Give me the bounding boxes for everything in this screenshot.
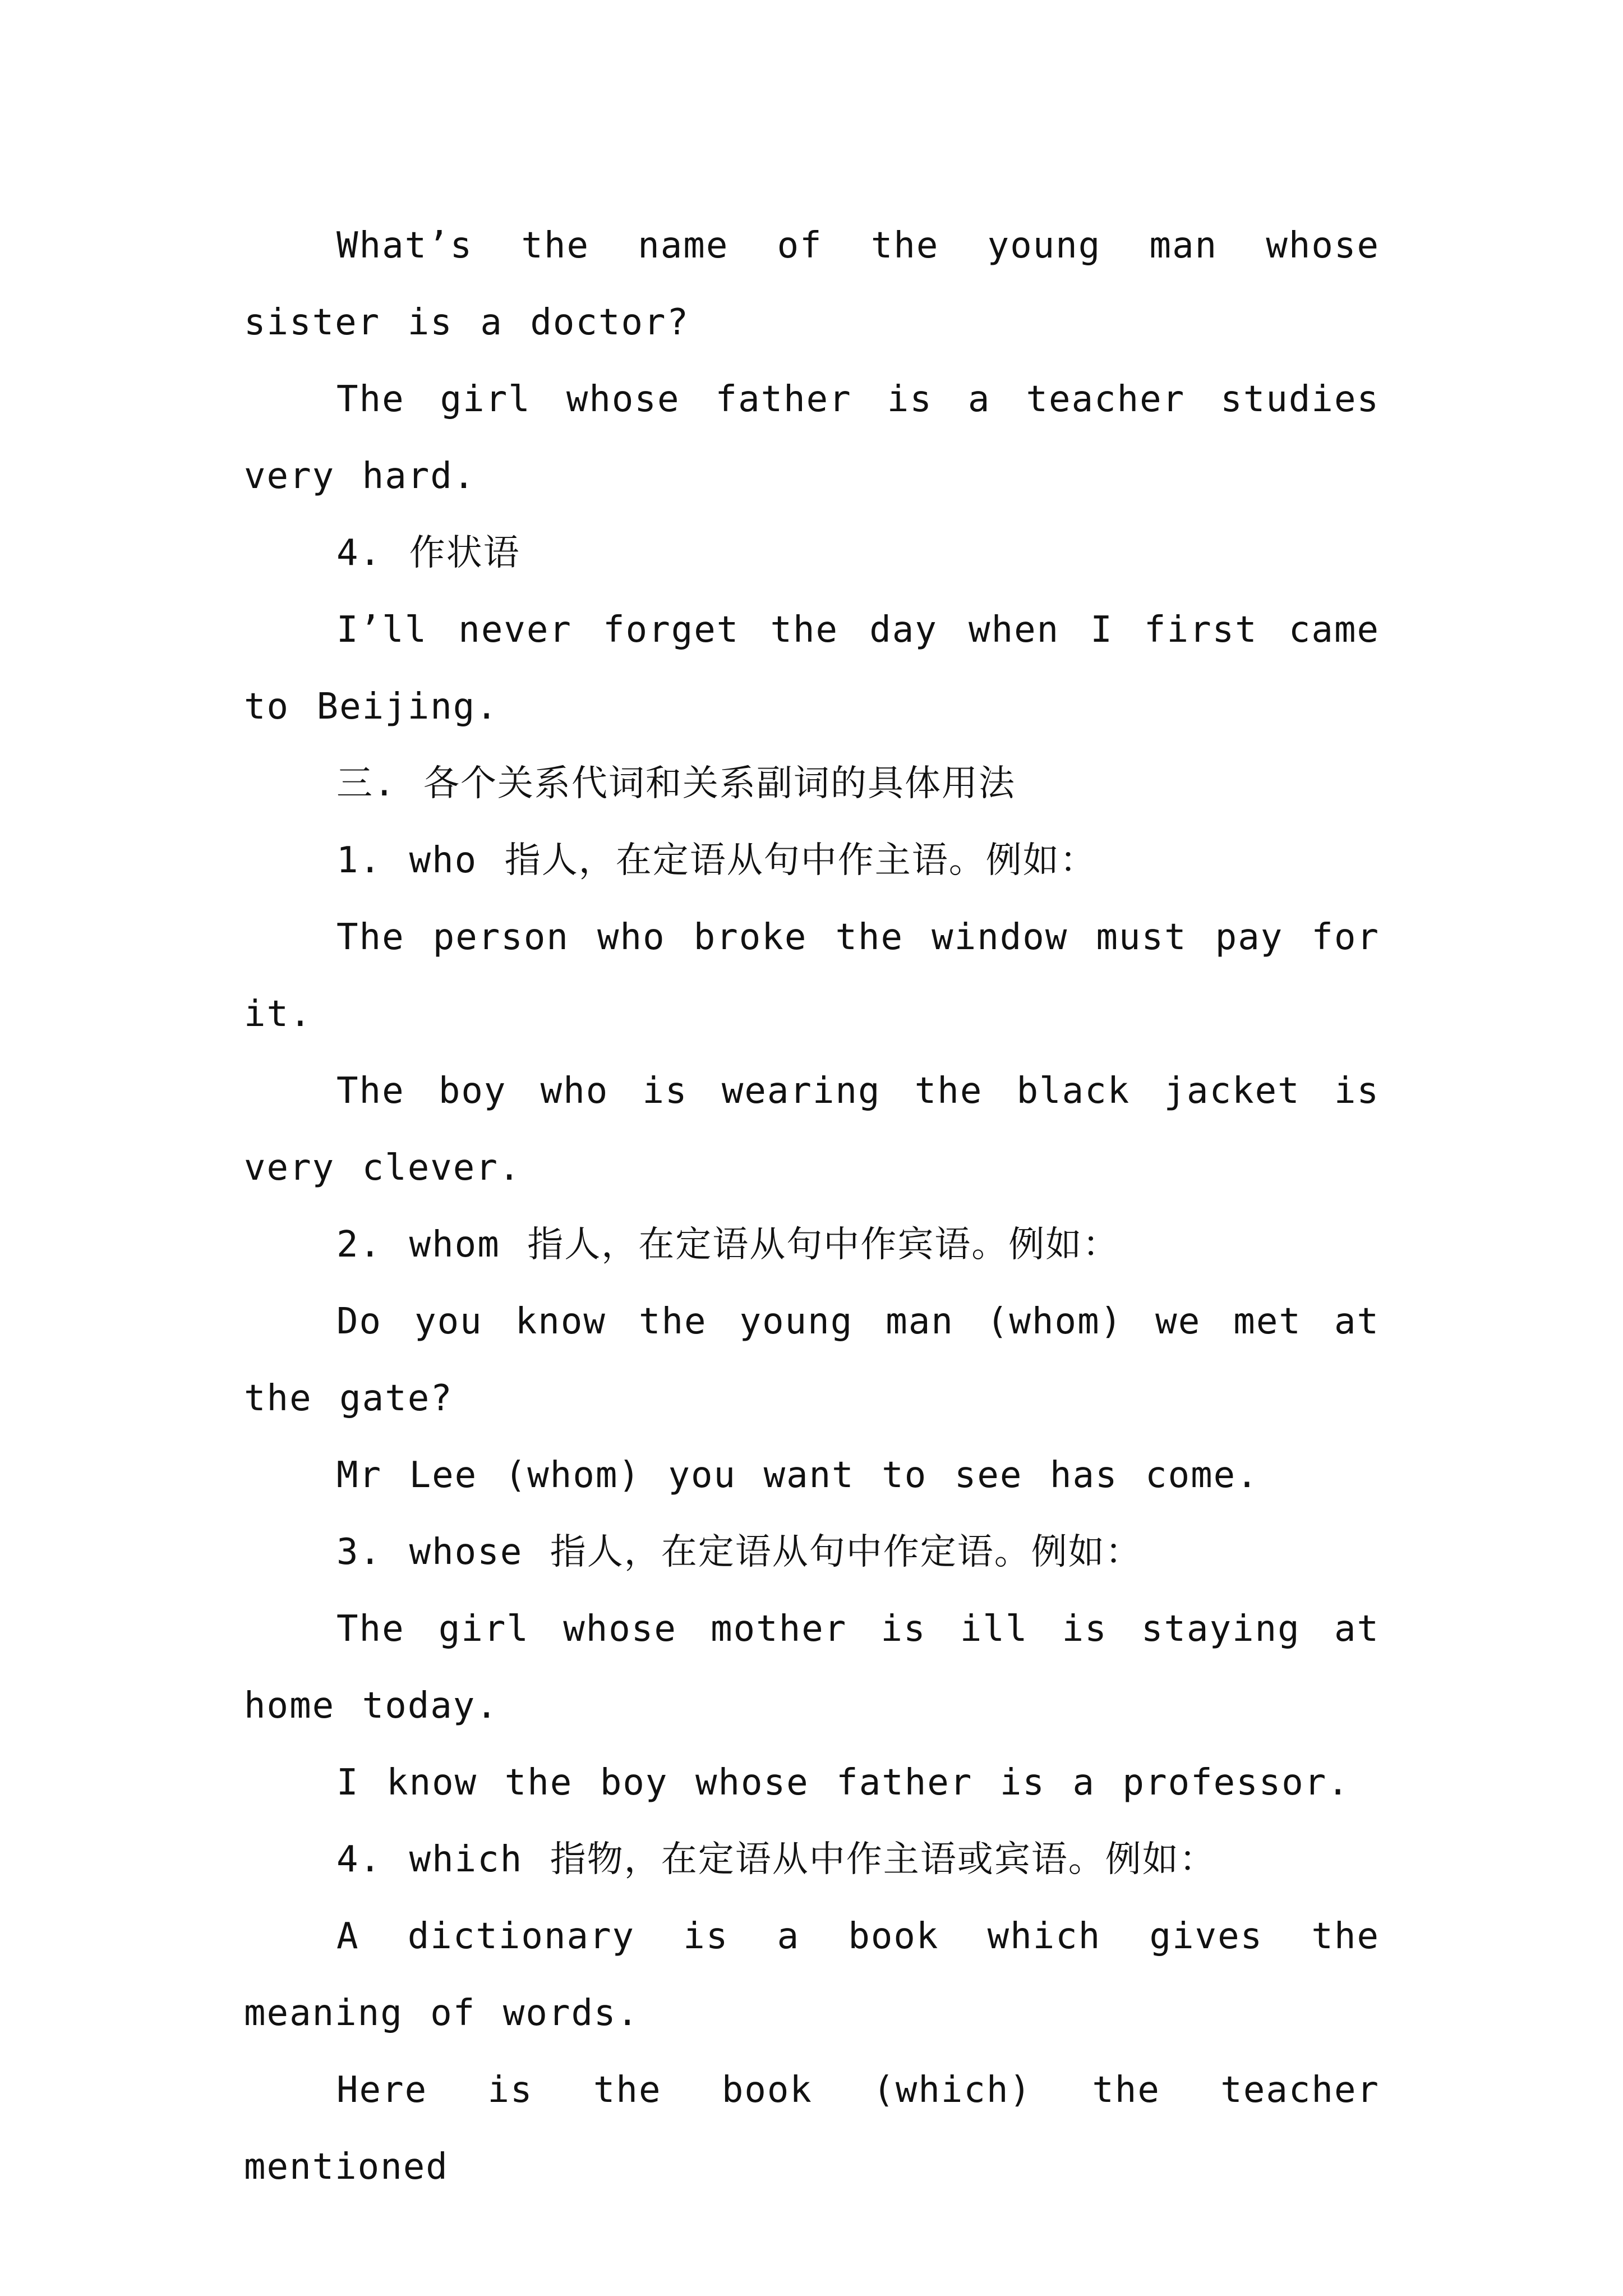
example-sentence: The boy who is wearing the black jacket is very clever. bbox=[244, 1070, 1380, 1189]
paragraph: The girl whose father is a teacher studies very hard. bbox=[244, 379, 1380, 497]
paragraph: What’s the name of the young man whose sister is a doctor? bbox=[244, 225, 1380, 343]
section-heading: 三. 各个关系代词和关系副词的具体用法 bbox=[336, 763, 1016, 804]
example-sentence: I know the boy whose father is a professor. bbox=[336, 1762, 1350, 1803]
example-sentence: The girl whose mother is ill is staying at home today. bbox=[244, 1608, 1380, 1727]
example-sentence: Do you know the young man (whom) we met at the gate? bbox=[244, 1301, 1380, 1419]
rule-heading: 2. whom 指人，在定语从句中作宾语。例如： bbox=[336, 1224, 1120, 1266]
rule-heading: 3. whose 指人，在定语从句中作定语。例如： bbox=[336, 1531, 1142, 1573]
document-body bbox=[244, 208, 1380, 2206]
example-sentence: A dictionary is a book which gives the meaning of words. bbox=[244, 1916, 1380, 2034]
rule-heading: 1. who 指人，在定语从句中作主语。例如： bbox=[336, 840, 1097, 881]
rule-heading: 4. which 指物，在定语从中作主语或宾语。例如： bbox=[336, 1839, 1216, 1880]
example-sentence: Mr Lee (whom) you want to see has come. bbox=[336, 1455, 1259, 1496]
paragraph: I’ll never forget the day when I first came to Beijing. bbox=[244, 609, 1380, 728]
example-sentence: The person who broke the window must pay for it. bbox=[244, 917, 1380, 1035]
section-heading: 4. 作状语 bbox=[336, 532, 520, 574]
example-sentence: Here is the book (which) the teacher mentioned bbox=[244, 2069, 1380, 2188]
